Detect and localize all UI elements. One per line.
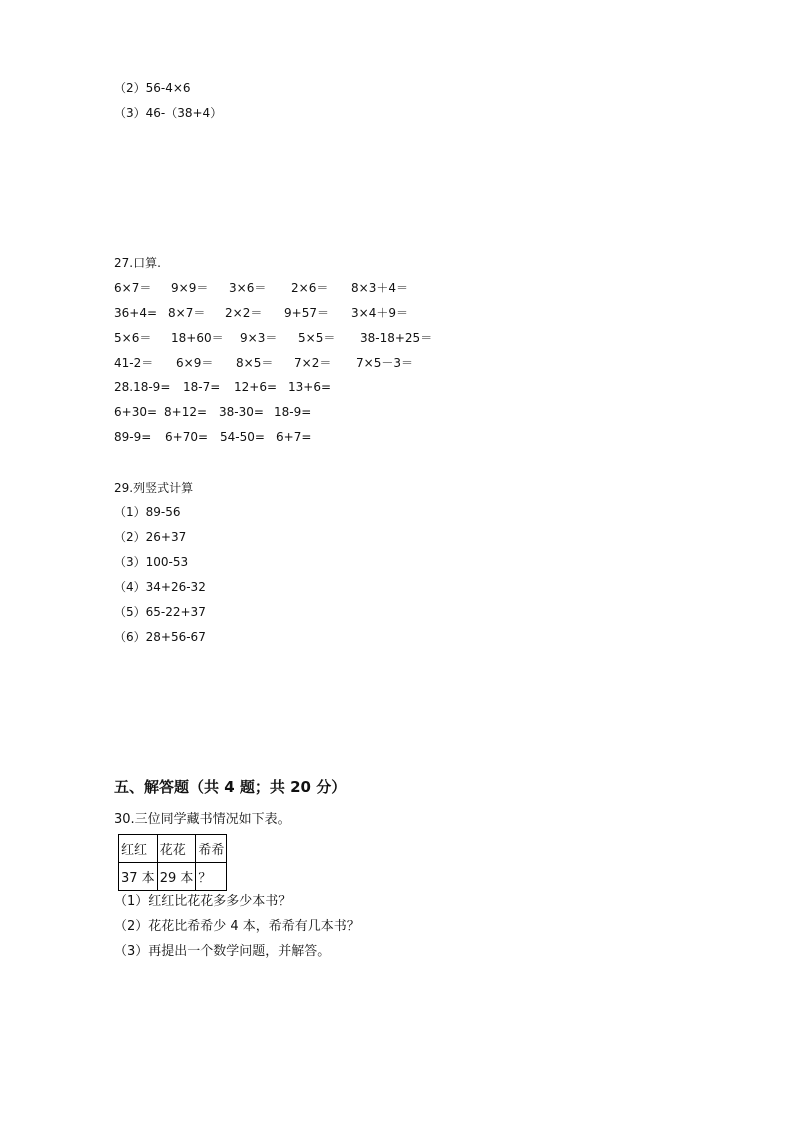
q26-item-2: （2）56-4×6 [114,81,191,95]
q28-problem: 89-9= [114,430,152,444]
q27-problem: 9+57＝ [284,306,329,320]
q27-problem: 5×6＝ [114,331,152,345]
table-header-row [119,835,227,863]
q30-item: （1）红红比花花多多少本书？ [114,894,292,909]
q28-problem: 18-7= [183,380,221,394]
q28-problem: 38-30= [219,405,264,419]
q27-problem: 5×5＝ [298,331,336,345]
q27-problem: 2×6＝ [291,281,329,295]
q28-problem: 18-9= [274,405,312,419]
q28-problem: 13+6= [288,380,332,394]
q27-problem: 6×9＝ [176,356,214,370]
q28-problem: 8+12= [164,405,208,419]
q27-problem: 7×5－3＝ [356,356,413,370]
q29-title: 29.列竖式计算 [114,481,194,495]
q27-problem: 6×7＝ [114,281,152,295]
q27-problem: 8×3＋4＝ [351,281,408,295]
table-cell: 37 本 [119,863,158,891]
q30-title: 30.三位同学藏书情况如下表。 [114,812,291,827]
table-header-cell: 希希 [196,835,227,863]
q27-problem: 9×3＝ [240,331,278,345]
q28-problem: 6+7= [276,430,312,444]
table-cell: 29 本 [157,863,196,891]
q27-problem: 3×6＝ [229,281,267,295]
q29-item: （6）28+56-67 [114,630,206,644]
q29-item: （1）89-56 [114,505,181,519]
q28-problem: 28.18-9= [114,380,171,394]
q28-problem: 12+6= [234,380,278,394]
table-cell: ？ [196,863,227,891]
q28-problem: 6+30= [114,405,158,419]
q27-problem: 38-18+25＝ [360,331,433,345]
q27-problem: 8×7＝ [168,306,206,320]
q27-title: 27.口算. [114,256,161,270]
table-header-cell: 红红 [119,835,158,863]
q29-item: （4）34+26-32 [114,580,206,594]
q30-item: （3）再提出一个数学问题，并解答。 [114,944,331,959]
q29-item: （5）65-22+37 [114,605,206,619]
table-row [119,863,227,891]
q27-problem: 3×4＋9＝ [351,306,408,320]
table-header-cell: 花花 [157,835,196,863]
q28-problem: 6+70= [165,430,209,444]
q27-problem: 8×5＝ [236,356,274,370]
q27-problem: 2×2＝ [225,306,263,320]
books-table [118,834,227,891]
q30-item: （2）花花比希希少 4 本，希希有几本书？ [114,919,360,934]
q29-item: （3）100-53 [114,555,189,569]
q28-problem: 54-50= [220,430,265,444]
q26-item-3: （3）46-（38+4） [114,106,223,120]
q29-item: （2）26+37 [114,530,187,544]
q27-problem: 18+60＝ [171,331,224,345]
q27-problem: 36+4= [114,306,158,320]
q27-problem: 7×2＝ [294,356,332,370]
q27-problem: 41-2＝ [114,356,154,370]
q27-problem: 9×9＝ [171,281,209,295]
section-heading: 五、解答题（共 4 题；共 20 分） [114,778,347,796]
